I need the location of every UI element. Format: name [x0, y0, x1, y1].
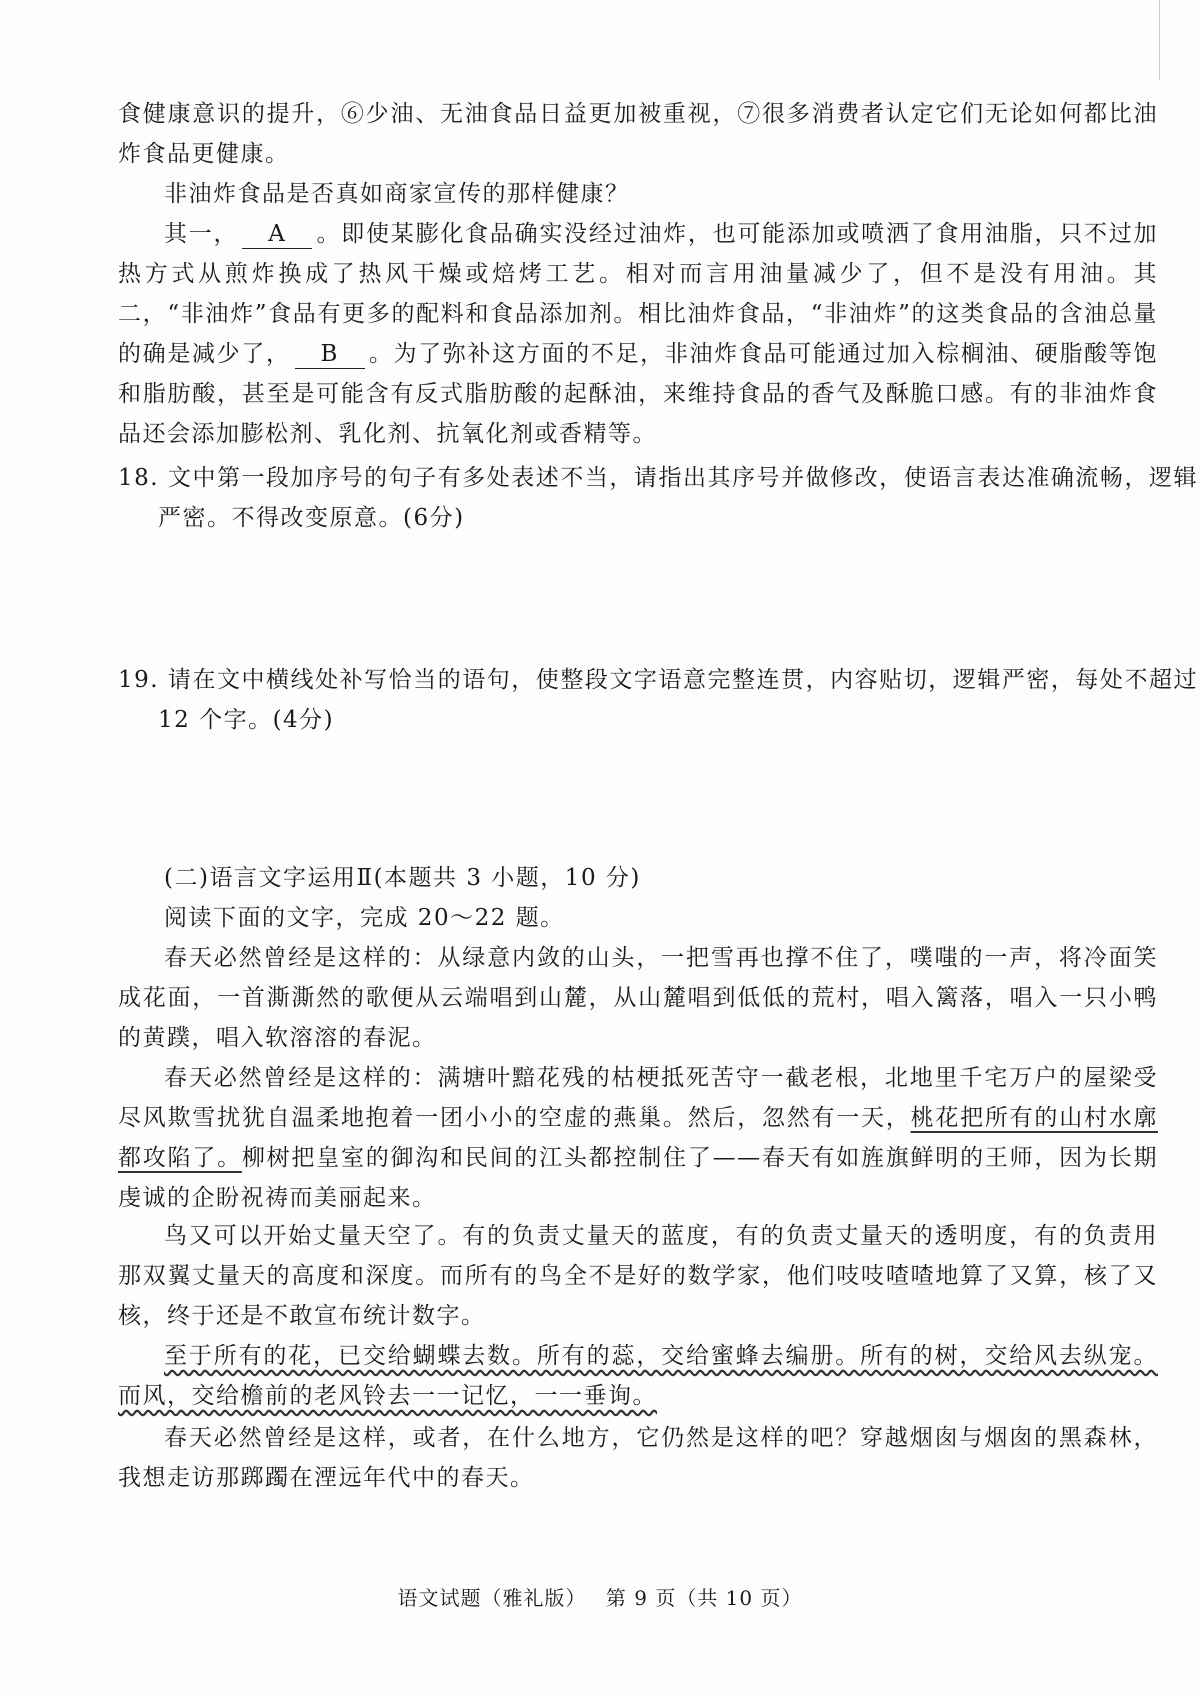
intro-paragraph-2: 非油炸食品是否真如商家宣传的那样健康？ — [164, 181, 630, 207]
passage-paragraph-2: 春天必然曾经是这样的：满塘叶黯花残的枯梗抵死苦守一截老根，北地里千宅万户的屋梁受尽风欺雪扰犹自温柔地抱着一团小小的空虚的燕巢。然后，忽然有一天，桃花把所有的山村水廓都攻陷了。柳树把皇室的御沟和民间的江头都控制住了——春天有如旌旗鲜明的王师，因为长期虔诚的企盼祝祷而美丽起来。 — [118, 1065, 1159, 1211]
page-footer — [0, 1582, 1200, 1611]
blank-b: B — [295, 340, 365, 369]
blank-a: A — [242, 220, 312, 249]
passage-paragraph-4 — [118, 1336, 1158, 1416]
section-2-heading: (二)语言文字运用Ⅱ(本题共 3 小题，10 分) — [164, 865, 641, 891]
intro-paragraph-3: 其一， A 。即使某膨化食品确实没经过油炸，也可能添加或喷洒了食用油脂，只不过加热方式从煎炸换成了热风干燥或焙烤工艺。相对而言用油量减少了，但不是没有用油。其二，“非油炸”食品有更多的配料和食品添加剂。相比油炸食品，“非油炸”的这类食品的含油总量的确是减少了， B 。为了弥补这方面的不足，非油炸食品可能通过加入棕榈油、硬脂酸等饱和脂肪酸，甚至是可能含有反式脂肪酸的起酥油，来维持食品的香气及酥脆口感。有的非油炸食品还会添加膨松剂、乳化剂、抗氧化剂或香精等。 — [118, 221, 1159, 447]
underlined-sentence: 桃花把所有的山村水廓都攻陷了。 — [118, 1105, 1159, 1171]
passage-paragraph-3: 鸟又可以开始丈量天空了。有的负责丈量天的蓝度，有的负责丈量天的透明度，有的负责用那双翼丈量天的高度和深度。而所有的鸟全不是好的数学家，他们吱吱喳喳地算了又算，核了又核，终于还是不敢宣布统计数字。 — [118, 1223, 1158, 1329]
section-2-instruction: 阅读下面的文字，完成 20～22 题。 — [164, 905, 565, 931]
passage-paragraph-1: 春天必然曾经是这样的：从绿意内敛的山头，一把雪再也撑不住了，噗嗤的一声，将冷面笑成花面，一首澌澌然的歌便从云端唱到山麓，从山麓唱到低低的荒村，唱入篱落，唱入一只小鸭的黄蹼，唱入软溶溶的春泥。 — [118, 945, 1158, 1051]
footer-page-number: 第 9 页（共 10 页） — [605, 1586, 803, 1610]
scan-edge-line — [1159, 0, 1160, 80]
footer-subject: 语文试题（雅礼版） — [397, 1586, 587, 1610]
question-18: 18. 文中第一段加序号的句子有多处表述不当，请指出其序号并做修改，使语言表达准确流畅，逻辑严密。不得改变原意。(6分) — [118, 465, 1198, 531]
wavy-underlined-text: 至于所有的花，已交给蝴蝶去数。所有的蕊，交给蜜蜂去编册。所有的树，交给风去纵宠。而风，交给檐前的老风铃去一一记忆，一一垂询。 — [118, 1343, 1158, 1409]
passage-paragraph-5: 春天必然曾经是这样，或者，在什么地方，它仍然是这样的吧？穿越烟囱与烟囱的黑森林，我想走访那踯躅在湮远年代中的春天。 — [118, 1425, 1158, 1491]
intro-paragraph-1: 食健康意识的提升，⑥少油、无油食品日益更加被重视，⑦很多消费者认定它们无论如何都比油炸食品更健康。 — [118, 101, 1158, 167]
question-19: 19. 请在文中横线处补写恰当的语句，使整段文字语意完整连贯，内容贴切，逻辑严密，每处不超过 12 个字。(4分) — [118, 667, 1198, 733]
